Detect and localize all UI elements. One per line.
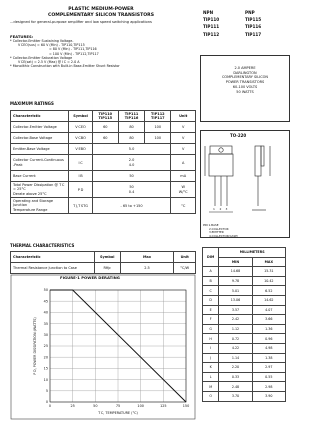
pin-legend	[203, 224, 238, 239]
lead-number-2: 2	[219, 207, 222, 211]
table-row	[11, 133, 196, 144]
table-cell: 2.0 4.0	[92, 155, 171, 171]
table-row	[203, 324, 286, 334]
table-cell: 1.36	[252, 324, 285, 334]
table-header-cell: Unit	[171, 111, 196, 122]
table-cell: 2.20	[219, 363, 252, 373]
table-header-cell: MILLIMETERS	[219, 248, 286, 258]
table-row	[203, 295, 286, 305]
table-cell: O	[203, 391, 219, 401]
table-cell: 0.96	[252, 334, 285, 344]
table-cell: 100	[145, 122, 171, 133]
table-cell: 0.72	[219, 334, 252, 344]
tab-outline	[210, 146, 232, 154]
table-cell: Collector-Base Voltage	[11, 133, 69, 144]
table-cell: 10.42	[252, 276, 285, 286]
table-cell: P D	[69, 182, 92, 198]
mounting-hole	[219, 148, 223, 152]
table-cell: Thermal Resistance Junction to Case	[11, 263, 95, 274]
table-cell: K	[203, 363, 219, 373]
pin-legend-line: 3.EMITTER	[209, 230, 224, 235]
table-cell: V EBO	[69, 144, 92, 155]
table-header-cell: Characteristic	[11, 252, 95, 263]
table-cell: 2.42	[219, 315, 252, 325]
table-cell: V CEO	[69, 122, 92, 133]
table-cell: Base Current	[11, 171, 69, 182]
package-outline-drawing	[200, 140, 290, 224]
table-cell: V CBO	[69, 133, 92, 144]
pnp-part: TIP116	[245, 24, 262, 30]
table-row	[203, 363, 286, 373]
table-cell: L	[203, 372, 219, 382]
y-tick-label: 35	[43, 321, 48, 326]
table-cell: G	[203, 324, 219, 334]
table-cell: °C/W	[174, 263, 196, 274]
table-row	[11, 182, 196, 198]
table-cell: 14.68	[219, 267, 252, 277]
npn-part: TIP111	[203, 24, 220, 30]
table-header-cell: TIP110 TIP115	[92, 111, 118, 122]
table-cell: J	[203, 353, 219, 363]
table-cell: M	[203, 382, 219, 392]
table-cell: Emitter-Base Voltage	[11, 144, 69, 155]
summary-line: DARLINGTON	[233, 70, 257, 75]
table-cell: Collector Current-Continuous -Peak	[11, 155, 69, 171]
table-cell: 3.90	[252, 391, 285, 401]
table-cell: Collector-Emitter Voltage	[11, 122, 69, 133]
x-tick-label: 100	[137, 404, 144, 408]
table-cell: 100	[145, 133, 171, 144]
table-cell: 80	[118, 122, 144, 133]
dimension-table-body	[203, 267, 286, 401]
table-cell: 1.12	[219, 324, 252, 334]
feature-line: V CE(sat) = 2.5 V (Max) @ I C = 2.0 A	[18, 60, 80, 65]
table-header-cell: Symbol	[94, 252, 120, 263]
summary-line: 60-100 VOLTS	[232, 84, 258, 89]
table-cell: E	[203, 305, 219, 315]
table-cell: 4.98	[252, 343, 285, 353]
table-row	[203, 305, 286, 315]
table-cell: 9.78	[219, 276, 252, 286]
table-cell: 5.01	[219, 286, 252, 296]
dimension-table	[202, 247, 286, 402]
table-row	[11, 263, 196, 274]
table-cell: 3.57	[219, 305, 252, 315]
pin-legend-line: 4.COLLECTOR(CASE)	[209, 233, 239, 238]
x-tick-label: 150	[182, 404, 190, 408]
pnp-label: PNP	[245, 10, 255, 16]
derating-chart-svg	[10, 274, 196, 420]
table-cell: B	[203, 276, 219, 286]
table-row	[203, 391, 286, 401]
table-row	[203, 267, 286, 277]
package-label: TO-220	[230, 133, 247, 138]
x-tick-label: 75	[115, 404, 121, 408]
table-cell: 6.52	[252, 286, 285, 296]
title-line-2: COMPLEMENTARY SILICON TRANSISTORS	[47, 12, 155, 18]
y-tick-label: 15	[43, 366, 48, 371]
table-cell: Operating and Storage Junction Temperature Range	[11, 198, 69, 214]
table-cell: 60	[92, 122, 118, 133]
table-cell: 2.48	[219, 382, 252, 392]
feature-line: * Collector-Emitter Saturation Voltage	[10, 55, 73, 60]
chart-title: FIGURE-1 POWER DERATING	[60, 275, 120, 280]
table-header-cell: DIM	[203, 248, 219, 267]
summary-line: 50 WATTS	[236, 89, 254, 94]
feature-line: V CEO(sus) = 60 V (Min) - TIP110,TIP115	[18, 43, 85, 48]
feature-line: = 80 V (Min) - TIP111,TIP116	[49, 47, 97, 52]
table-header-row	[11, 252, 196, 263]
table-row	[11, 171, 196, 182]
y-tick-label: 30	[43, 333, 48, 337]
summary-line: 2.0 AMPERE	[234, 66, 256, 70]
description: ...designed for general-purpose amplifier and low speed switching applications	[10, 20, 152, 24]
table-cell: 0.33	[219, 372, 252, 382]
table-cell: 0.55	[252, 372, 285, 382]
y-tick-label: 50	[43, 288, 48, 293]
y-tick-label: 0	[45, 400, 48, 405]
table-cell: 60	[92, 133, 118, 144]
table-cell: 4.22	[219, 343, 252, 353]
y-tick-label: 40	[43, 310, 48, 315]
table-cell: 2.97	[252, 363, 285, 373]
y-tick-label: 10	[43, 377, 48, 382]
pin-legend-line: 2.COLLECTOR	[209, 226, 229, 231]
table-cell: Rθjc	[94, 263, 120, 274]
thermal-table	[10, 251, 196, 274]
table-header-cell: MIN	[219, 257, 252, 267]
chart-frame	[11, 275, 195, 419]
lead-number-3: 3	[225, 207, 228, 211]
y-tick-label: 45	[43, 299, 48, 304]
table-cell: V	[171, 133, 196, 144]
table-row	[203, 372, 286, 382]
table-cell: Total Power Dissipation @ T C = 25°C Derate above 25°C	[11, 182, 69, 198]
part-number-row	[203, 31, 273, 38]
table-cell: T J,T STG	[69, 198, 92, 214]
table-cell: 3.70	[219, 391, 252, 401]
pnp-part: TIP117	[245, 31, 262, 37]
table-header-cell: Unit	[174, 252, 196, 263]
x-tick-label: 50	[93, 404, 98, 408]
table-cell: V	[171, 122, 196, 133]
table-header-cell: Max	[120, 252, 174, 263]
npn-part: TIP112	[203, 31, 220, 37]
side-body-outline	[255, 146, 261, 176]
x-tick-label: 25	[70, 404, 75, 408]
pnp-part: TIP115	[245, 17, 262, 23]
y-tick-label: 5	[45, 389, 48, 393]
part-number-row	[203, 23, 273, 30]
x-tick-label: 0	[48, 404, 52, 408]
x-tick-label: 125	[160, 404, 167, 408]
npn-part: TIP110	[203, 17, 220, 23]
table-row	[203, 334, 286, 344]
part-number-list	[203, 9, 273, 38]
table-row	[11, 144, 196, 155]
table-row	[203, 343, 286, 353]
table-row	[203, 286, 286, 296]
table-cell: 80	[118, 133, 144, 144]
table-cell: A	[203, 267, 219, 277]
table-cell: I	[203, 343, 219, 353]
table-cell: 14.62	[252, 295, 285, 305]
table-cell: 4.07	[252, 305, 285, 315]
table-header-row	[11, 111, 196, 122]
table-cell: D	[203, 295, 219, 305]
title-line-1: PLASTIC MEDIUM-POWER	[68, 7, 134, 12]
y-tick-label: 25	[43, 344, 48, 349]
table-cell: mA	[171, 171, 196, 182]
max-ratings-heading: MAXIMUM RATINGS	[10, 101, 54, 106]
features-heading: FEATURES:	[10, 34, 34, 39]
part-number-header	[203, 9, 273, 16]
table-cell: F	[203, 315, 219, 325]
table-header-cell: Symbol	[69, 111, 92, 122]
max-ratings-table	[10, 110, 196, 214]
lead-number-1: 1	[213, 207, 215, 211]
table-row	[11, 155, 196, 171]
table-cell: A	[171, 155, 196, 171]
table-row	[11, 198, 196, 214]
table-cell: W W/°C	[171, 182, 196, 198]
table-cell: H	[203, 334, 219, 344]
datasheet-title	[36, 7, 166, 18]
table-cell: 50 0.4	[92, 182, 171, 198]
pin-legend-line: PIN 1.BASE	[203, 223, 219, 227]
table-cell: C	[203, 286, 219, 296]
table-cell: 2.5	[120, 263, 174, 274]
table-header-cell: MAX	[252, 257, 285, 267]
summary-line: COMPLEMENTARY SILICON	[221, 75, 269, 80]
feature-line: * Monolithic Construction with Built-in Base-Emitter Shunt Resistor	[10, 64, 120, 69]
y-axis-label: P D, POWER DISSIPATION (WATTS)	[33, 317, 37, 375]
table-row	[11, 122, 196, 133]
table-cell: 1.38	[252, 353, 285, 363]
table-cell: I C	[69, 155, 92, 171]
table-cell: 3.66	[252, 315, 285, 325]
table-cell: 5.0	[92, 144, 171, 155]
table-row	[203, 276, 286, 286]
feature-line: = 100 V (Min) - TIP112,TIP117	[49, 51, 99, 56]
table-cell: 13.06	[219, 295, 252, 305]
npn-label: NPN	[203, 10, 214, 16]
table-cell: 15.31	[252, 267, 285, 277]
power-derating-chart	[10, 274, 196, 420]
table-header-cell: TIP112 TIP117	[145, 111, 171, 122]
table-row	[203, 382, 286, 392]
table-header-row	[203, 248, 286, 258]
table-row	[203, 353, 286, 363]
table-header-cell: TIP111 TIP116	[118, 111, 144, 122]
summary-line: POWER TRANSISTORS	[225, 80, 265, 85]
feature-line: * Collector-Emitter Sustaining Voltage-	[10, 39, 74, 43]
table-cell: V	[171, 144, 196, 155]
body-outline	[209, 154, 233, 176]
table-header-cell: Characteristic	[11, 111, 69, 122]
features-list	[10, 39, 188, 69]
x-axis-label: T C, TEMPERATURE (°C)	[98, 411, 138, 415]
table-cell: °C	[171, 198, 196, 214]
part-number-row	[203, 16, 273, 23]
table-cell: 2.98	[252, 382, 285, 392]
rating-summary-box	[200, 55, 290, 122]
table-cell: I B	[69, 171, 92, 182]
table-cell: 50	[92, 171, 171, 182]
table-cell: - 65 to +150	[92, 198, 171, 214]
y-tick-label: 20	[43, 355, 48, 360]
table-cell: 1.14	[219, 353, 252, 363]
thermal-heading: THERMAL CHARACTERISTICS	[10, 243, 75, 248]
table-row	[203, 315, 286, 325]
